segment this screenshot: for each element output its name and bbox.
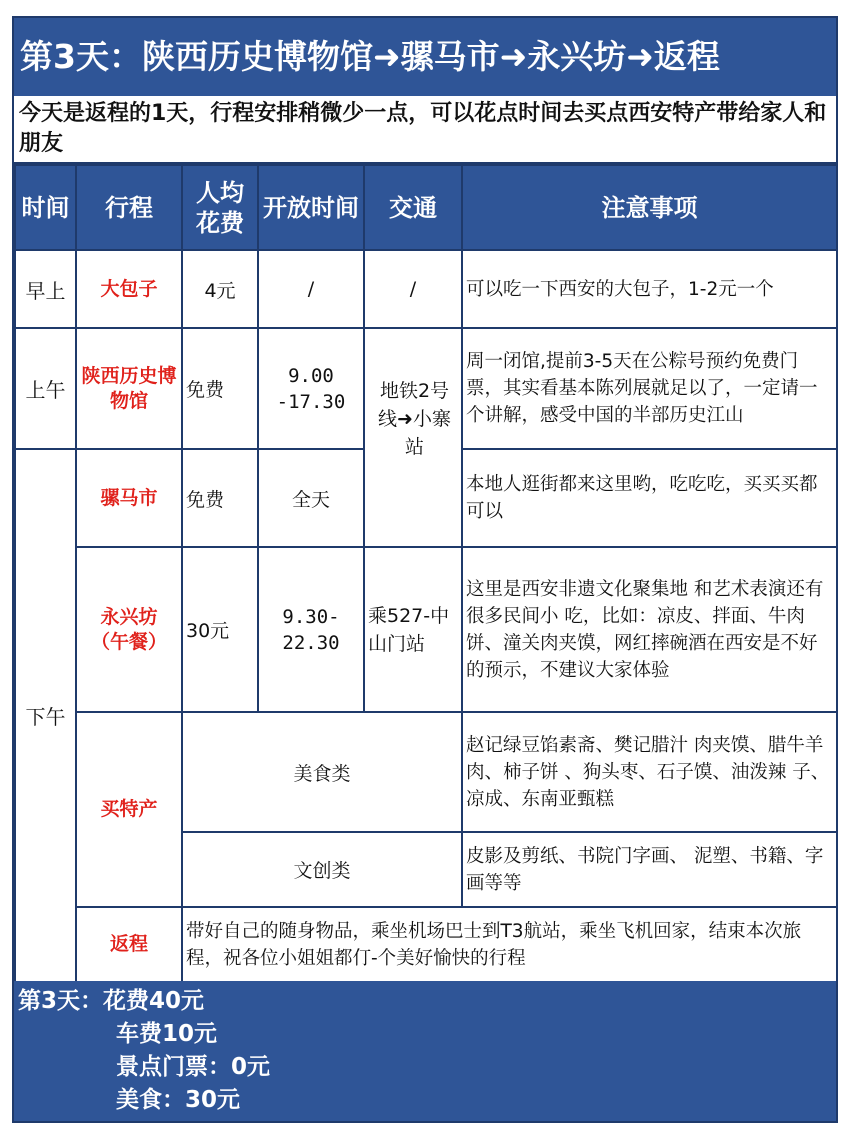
- period-forenoon: 上午: [15, 328, 76, 449]
- transport-cell: [364, 328, 462, 547]
- category-craft: 文创类: [182, 832, 462, 907]
- return-notes-cell: 带好自己的随身物品，乘坐机场巴士到T3航站，乘坐飞机回家，结束本次旅程，祝各位小姐姐都仃-个美好愉快的行程: [182, 907, 837, 982]
- header-cost-label: 人均花费: [196, 178, 244, 237]
- header-cost: [182, 165, 258, 250]
- hours-cell: 全天: [258, 449, 364, 547]
- itinerary-card: [12, 16, 838, 1123]
- hours-cell: /: [258, 250, 364, 328]
- notes-cell: 可以吃一下西安的大包子，1-2元一个: [462, 250, 837, 328]
- place-name-text: 永兴坊（午餐）: [90, 605, 167, 653]
- transport-cell: /: [364, 250, 462, 328]
- table-header-row: [15, 165, 837, 250]
- notes-cell: 皮影及剪纸、书院门字画、 泥塑、书籍、字画等等: [462, 832, 837, 907]
- summary-total: 第3天：花费40元: [18, 988, 205, 1014]
- summary-transport: 车费10元: [116, 1021, 218, 1047]
- category-food: 美食类: [182, 712, 462, 832]
- hours-text: 9.00 -17.30: [276, 364, 346, 413]
- table-row: [15, 712, 837, 832]
- place-name: 买特产: [76, 712, 182, 907]
- page-title: 第3天：陕西历史博物馆➜骡马市➜永兴坊➜返程: [14, 18, 836, 96]
- cost-cell: 免费: [182, 449, 258, 547]
- itinerary-table: [14, 164, 838, 983]
- header-transport: 交通: [364, 165, 462, 250]
- place-name: 返程: [76, 907, 182, 982]
- place-name: 骡马市: [76, 449, 182, 547]
- header-time: 时间: [15, 165, 76, 250]
- notes-cell: 这里是西安非遗文化聚集地 和艺术表演还有很多民间小 吃，比如：凉皮、拌面、牛肉饼、潼关肉夹馍，网红摔碗酒在西安是不好的预示，不建议大家体验: [462, 547, 837, 712]
- notes-cell: 本地人逛街都来这里哟，吃吃吃，买买买都可以: [462, 449, 837, 547]
- cost-cell: 4元: [182, 250, 258, 328]
- place-name: 大包子: [76, 250, 182, 328]
- cost-cell: 30元: [182, 547, 258, 712]
- header-hours: 开放时间: [258, 165, 364, 250]
- table-row: [15, 328, 837, 449]
- header-notes: 注意事项: [462, 165, 837, 250]
- hours-text: 9.30- 22.30: [282, 605, 340, 654]
- hours-cell: [258, 547, 364, 712]
- header-itinerary: 行程: [76, 165, 182, 250]
- summary-food: 美食：30元: [116, 1087, 241, 1113]
- place-name-text: 陕西历史博物馆: [81, 364, 177, 412]
- notes-cell: 周一闭馆,提前3-5天在公粽号预约免费门票，其实看基本陈列展就足以了，一定请一个讲解，感受中国的半部历史江山: [462, 328, 837, 449]
- period-morning: 早上: [15, 250, 76, 328]
- place-name: [76, 328, 182, 449]
- cost-summary: [14, 981, 836, 1123]
- transport-text: 地铁2号线➜小寨站: [378, 380, 451, 458]
- notes-cell: 赵记绿豆馅素斋、樊记腊汁 肉夹馍、腊牛羊肉、柿子饼 、狗头枣、石子馍、油泼辣 子、凉成、东南亚甄糕: [462, 712, 837, 832]
- table-row: [15, 547, 837, 712]
- period-afternoon: 下午: [15, 449, 76, 982]
- table-row: [15, 250, 837, 328]
- intro-text: 今天是返程的1天，行程安排稍微少一点，可以花点时间去买点西安特产带给家人和朋友: [14, 96, 836, 164]
- transport-cell: 乘527-中山门站: [364, 547, 462, 712]
- hours-cell: [258, 328, 364, 449]
- place-name: [76, 547, 182, 712]
- cost-cell: 免费: [182, 328, 258, 449]
- table-row: [15, 907, 837, 982]
- summary-tickets: 景点门票：0元: [116, 1054, 271, 1080]
